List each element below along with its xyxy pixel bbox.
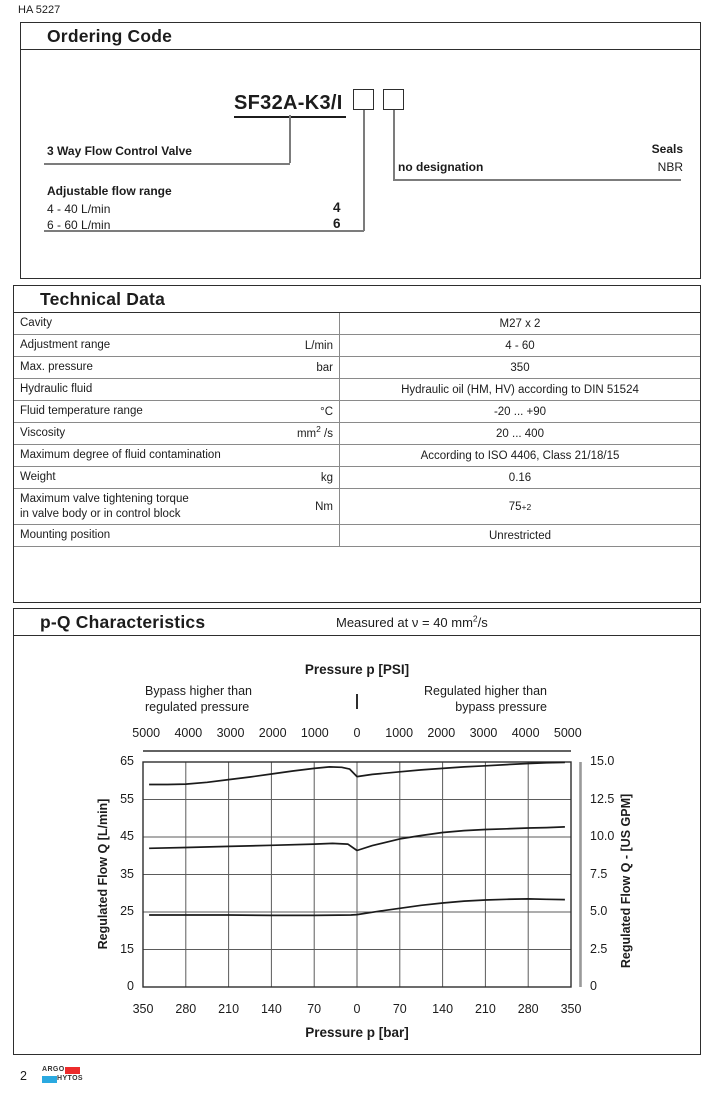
row-label: Adjustment range	[20, 339, 111, 352]
row-label: Maximum valve tightening torque in valve body or in control block	[20, 493, 189, 520]
bottom-axis-title: Pressure p [bar]	[305, 1025, 409, 1040]
ordering-diagram	[21, 50, 700, 305]
x-axis-tick-bar: 210	[474, 1002, 496, 1016]
table-row	[14, 335, 700, 357]
x-axis-tick-bar: 70	[307, 1002, 322, 1016]
y-axis-tick-right: 10.0	[590, 829, 615, 843]
seals-heading: Seals	[651, 142, 683, 156]
row-unit: kg	[320, 471, 333, 484]
annotation-right: Regulated higher than bypass pressure	[423, 684, 547, 714]
row-label: Mounting position	[20, 529, 111, 542]
pq-chart	[14, 636, 700, 1052]
x-axis-tick-psi: 1000	[385, 726, 414, 740]
y-axis-tick-left: 25	[120, 904, 134, 918]
y-axis-tick-right: 2.5	[590, 941, 608, 956]
argo-hytos-logo	[42, 1066, 83, 1083]
x-axis-tick-bar: 350	[560, 1002, 582, 1016]
row-label: Viscosity	[20, 427, 66, 440]
x-axis-tick-bar: 280	[175, 1002, 197, 1016]
ordering-flow-box	[353, 89, 374, 110]
x-axis-tick-psi: 2000	[427, 726, 456, 740]
technical-data-section	[13, 285, 701, 603]
y-axis-tick-left: 65	[120, 754, 134, 768]
row-unit: $mm^2$ /s	[296, 423, 333, 440]
right-axis-title: Regulated Flow Q - [US GPM]	[619, 793, 633, 969]
row-label: Weight	[20, 471, 56, 484]
y-axis-tick-left: 45	[120, 829, 134, 843]
table-row	[14, 313, 700, 335]
row-value: 20 ... 400	[496, 427, 544, 440]
row-value: According to ISO 4406, Class 21/18/15	[420, 449, 620, 462]
x-axis-tick-psi: 4000	[174, 726, 203, 740]
seals-no-designation: no designation	[398, 160, 484, 174]
x-axis-tick-psi: 3000	[216, 726, 245, 740]
y-axis-tick-left: 0	[127, 979, 134, 993]
center-divider-tick	[356, 694, 358, 709]
flow-option-code: 6	[333, 216, 341, 231]
x-axis-tick-bar: 140	[260, 1002, 282, 1016]
row-value: 75 +2	[508, 500, 532, 513]
ordering-code-title: Ordering Code	[47, 25, 173, 46]
left-axis-title: Regulated Flow Q [L/min]	[96, 798, 110, 950]
row-value: Unrestricted	[489, 529, 551, 542]
page-number: 2	[20, 1069, 27, 1083]
connector-line	[393, 179, 681, 181]
table-row	[14, 379, 700, 401]
y-axis-tick-right: 12.5	[590, 791, 615, 806]
x-axis-tick-bar: 70	[392, 1002, 407, 1016]
flow-option-code: 4	[333, 200, 341, 215]
x-axis-tick-bar: 140	[432, 1002, 454, 1016]
row-label: Fluid temperature range	[20, 405, 143, 418]
y-axis-tick-right: 5.0	[590, 904, 608, 918]
row-value: 4 - 60	[505, 339, 535, 352]
pq-title: p-Q Characteristics	[40, 611, 206, 632]
measured-at-note: Measured at ν = 40 $mm^2/s$	[336, 613, 488, 630]
x-axis-tick-psi: 2000	[258, 726, 287, 740]
table-row	[14, 489, 700, 525]
x-axis-tick-psi: 1000	[300, 726, 329, 740]
flow-option-label: 6 - 60 L/min	[47, 218, 111, 232]
row-value: 350	[510, 361, 530, 374]
row-unit: bar	[316, 361, 333, 374]
logo-cyan-block	[42, 1076, 57, 1083]
x-axis-tick-psi: 0	[353, 726, 361, 740]
y-axis-tick-left: 35	[120, 866, 134, 881]
chart-axes	[143, 751, 581, 987]
table-row	[14, 525, 700, 547]
x-axis-tick-psi: 5000	[553, 726, 582, 740]
x-axis-tick-bar: 280	[517, 1002, 539, 1016]
x-axis-tick-psi: 4000	[511, 726, 540, 740]
flow-range-heading: Adjustable flow range	[47, 184, 172, 198]
x-axis-tick-bar: 0	[353, 1002, 361, 1016]
x-axis-tick-bar: 210	[218, 1002, 240, 1016]
logo-argo-text: ARGO	[42, 1066, 65, 1073]
pq-header	[14, 609, 700, 636]
annotation-left: Bypass higher than regulated pressure	[145, 684, 253, 714]
y-axis-tick-left: 55	[120, 791, 134, 806]
row-value: M27 x 2	[499, 317, 541, 330]
pq-characteristics-section	[13, 608, 701, 1055]
technical-data-title: Technical Data	[40, 288, 166, 309]
technical-table	[14, 313, 700, 547]
table-row	[14, 445, 700, 467]
table-row	[14, 467, 700, 489]
row-label: Hydraulic fluid	[20, 383, 93, 396]
ordering-code-section	[20, 22, 701, 279]
x-axis-tick-bar: 350	[132, 1002, 154, 1016]
row-label: Max. pressure	[20, 361, 93, 374]
connector-line	[44, 163, 290, 165]
technical-data-header	[14, 286, 700, 313]
y-axis-tick-right: 7.5	[590, 866, 608, 881]
seals-value: NBR	[657, 160, 683, 174]
valve-type-label: 3 Way Flow Control Valve	[47, 144, 192, 158]
row-value: 0.16	[508, 471, 532, 484]
row-label: Maximum degree of fluid contamination	[20, 449, 221, 462]
ordering-code-text: SF32A-K3/I	[234, 92, 346, 118]
row-label: Cavity	[20, 317, 52, 330]
y-axis-tick-right: 15.0	[590, 754, 615, 768]
document-code: HA 5227	[18, 4, 61, 16]
logo-hytos-text: HYTOS	[57, 1075, 83, 1082]
row-unit: Nm	[315, 500, 333, 513]
x-axis-tick-psi: 3000	[469, 726, 498, 740]
row-value: Hydraulic oil (HM, HV) according to DIN 51524	[401, 383, 639, 396]
flow-option-label: 4 - 40 L/min	[47, 202, 111, 216]
connector-line	[289, 115, 291, 163]
y-axis-tick-left: 15	[120, 941, 134, 956]
y-axis-tick-right: 0	[590, 979, 597, 993]
connector-line	[393, 110, 395, 180]
row-unit: °C	[320, 405, 333, 418]
table-row	[14, 401, 700, 423]
row-value: -20 ... +90	[493, 405, 547, 418]
chart-gridlines	[143, 762, 571, 987]
table-row	[14, 423, 700, 445]
logo-red-block	[65, 1067, 80, 1074]
ordering-code-header	[21, 23, 700, 50]
x-axis-tick-psi: 5000	[132, 726, 161, 740]
row-unit: L/min	[304, 339, 333, 352]
table-row	[14, 357, 700, 379]
ordering-seals-box	[383, 89, 404, 110]
top-axis-title: Pressure p [PSI]	[304, 662, 410, 677]
connector-line	[363, 110, 365, 231]
